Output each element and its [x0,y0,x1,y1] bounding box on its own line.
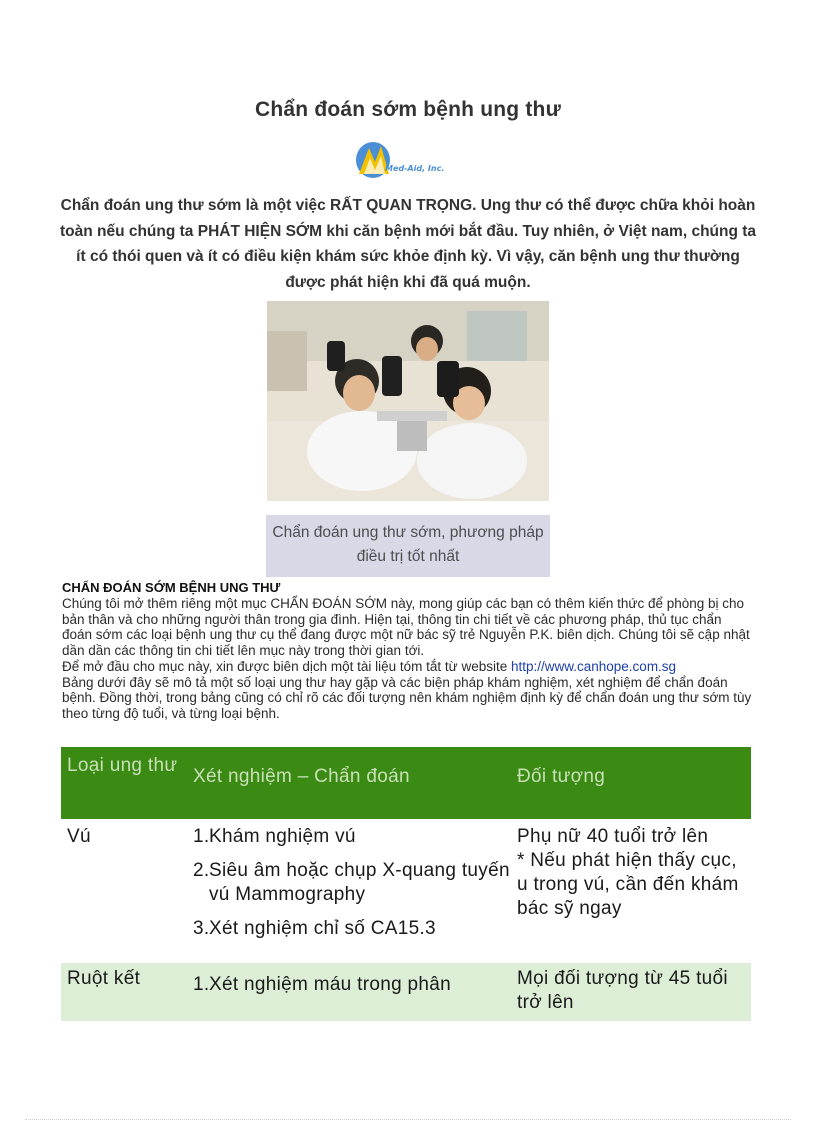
test-item [193,973,511,997]
photo-caption: Chẩn đoán ung thư sớm, phương pháp điều trị tốt nhất [266,515,550,577]
tests-cell [187,963,511,1021]
target-group-cell: Mọi đối tượng từ 45 tuổi trở lên [517,968,728,1013]
target-group-cell [511,819,751,963]
section-paragraph-3: Bảng dưới đây sẽ mô tả một số loại ung thư hay gặp và các biện pháp khám nghiệm, xét nghiệm để chẩn đoán bệnh. Đồng thời, trong bảng cũng có chỉ rõ các đối tượng nên khám nghiệm định kỳ để chẩn đoán ung thư sớm tùy theo từng độ tuổi, và từng loại bệnh. [62,674,752,721]
test-item [193,917,511,941]
table-header-row [61,747,751,819]
test-item [193,825,511,849]
section-paragraph-2 [62,659,754,675]
section-paragraph-1: Chúng tôi mở thêm riêng một mục CHẨN ĐOÁN SỚM này, mong giúp các bạn có thêm kiến thức để phòng bị cho bản thân và cho những người thân trong gia đình. Hiện tại, thông tin chi tiết về các phương pháp, thủ tục chẩn đoán sớm các loại bệnh ung thư cụ thể đang được một nữ bác sỹ trẻ Nguyễn P.K. biên dịch. Chúng tôi sẽ cập nhật dần dần các thông tin chi tiết lên mục này trong thời gian tới. [62,596,750,659]
screening-table [61,747,751,1021]
test-text: Xét nghiệm chỉ số CA15.3 [209,918,436,939]
canhope-link[interactable]: http://www.canhope.com.sg [510,658,677,674]
test-number: 3. [193,918,210,939]
test-number: 1. [193,826,210,847]
test-number: 2. [193,860,210,881]
table-row [61,819,751,963]
page-footer-divider [25,1119,791,1120]
paragraph-2-text: Để mở đầu cho mục này, xin được biên dịch một tài liệu tóm tắt từ website [62,658,511,674]
header-cancer-type: Loại ung thư [67,755,178,776]
test-text: Khám nghiệm vú [209,826,356,847]
test-item [193,859,511,907]
target-note: * Nếu phát hiện thấy cục, u trong vú, cần đến khám bác sỹ ngay [517,850,739,919]
doctors-microscope-photo [267,301,549,501]
logo-text: Med-Aid, Inc. [385,164,445,173]
test-text: Xét nghiệm máu trong phân [209,974,451,995]
cancer-type-cell: Ruột kết [67,968,141,989]
test-number: 1. [193,974,210,995]
cancer-type-cell: Vú [67,826,91,847]
tests-cell [187,819,511,963]
intro-paragraph: Chẩn đoán ung thư sớm là một việc RẤT QUAN TRỌNG. Ung thư có thể được chữa khỏi hoàn toàn nếu chúng ta PHÁT HIỆN SỚM khi căn bệnh mới bắt đầu. Tuy nhiên, ở Việt nam, chúng ta ít có thói quen và ít có điều kiện khám sức khỏe định kỳ. Vì vậy, căn bệnh ung thư thường được phát hiện khi đã quá muộn. [59,197,757,291]
target-text: Phụ nữ 40 tuổi trở lên [517,826,709,847]
section-heading: CHẨN ĐOÁN SỚM BỆNH UNG THƯ [62,580,281,595]
med-aid-logo [355,140,465,180]
header-tests: Xét nghiệm – Chẩn đoán [193,766,410,787]
section-body [62,596,754,722]
test-text: Siêu âm hoặc chụp X-quang tuyến vú Mammography [209,860,510,905]
page-title: Chẩn đoán sớm bệnh ung thư [255,98,561,121]
table-row [61,963,751,1021]
header-target-group: Đối tượng [517,766,606,787]
